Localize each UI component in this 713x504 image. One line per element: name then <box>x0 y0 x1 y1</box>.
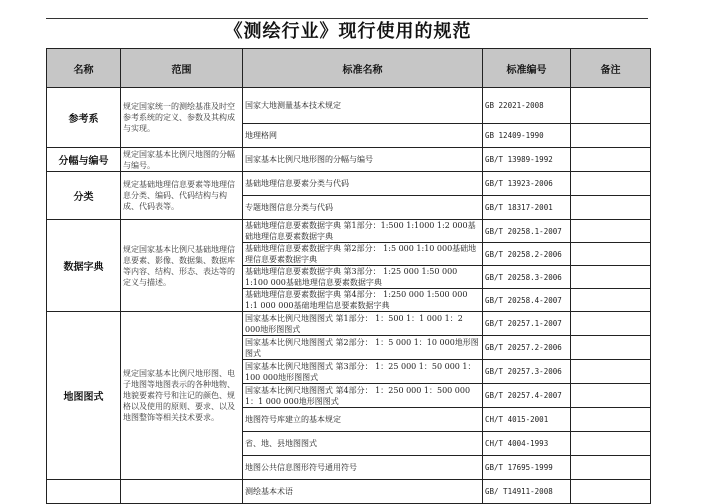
standard-code: GB/T 18317-2001 <box>483 196 571 220</box>
note-cell <box>571 88 651 124</box>
standard-code: GB/T 13923-2006 <box>483 172 571 196</box>
standard-name: 国家基本比例尺地图图式 第4部分： 1：250 000 1：500 000 1：1 000 000地形图图式 <box>243 384 483 408</box>
standards-table <box>46 48 651 504</box>
category-name: 参考系 <box>47 88 121 148</box>
standard-code: GB 12409-1990 <box>483 124 571 148</box>
standard-code: CH/T 4015-2001 <box>483 408 571 432</box>
standard-code: GB/T 20258.4-2007 <box>483 289 571 312</box>
standard-name: 专题地图信息分类与代码 <box>243 196 483 220</box>
standard-name: 国家基本比例尺地图图式 第2部分： 1：5 000 1：10 000地形图图式 <box>243 336 483 360</box>
note-cell <box>571 408 651 432</box>
standard-name: 国家基本比例尺地图图式 第3部分： 1：25 000 1：50 000 1：100 000地形图图式 <box>243 360 483 384</box>
note-cell <box>571 148 651 172</box>
note-cell <box>571 289 651 312</box>
table-row <box>47 312 651 336</box>
category-scope: 规定国家基本比例尺基础地理信息要素、影像、数据集、数据库等内容、结构、形态、表达等的定义与描述。 <box>121 220 243 312</box>
note-cell <box>571 336 651 360</box>
category-scope: 规定国家统一的测绘基准及时空参考系统的定义、参数及其构成与实现。 <box>121 88 243 148</box>
standard-name: 基础地理信息要素数据字典 第4部分： 1:250 000 1:500 000 1:1 000 000基础地理信息要素数据字典 <box>243 289 483 312</box>
standard-code: GB/T 20258.2-2006 <box>483 243 571 266</box>
note-cell <box>571 220 651 243</box>
note-cell <box>571 124 651 148</box>
standard-name: 测绘基本术语 <box>243 480 483 504</box>
standard-name: 国家基本比例尺地形图的分幅与编号 <box>243 148 483 172</box>
table-row <box>47 88 651 124</box>
standard-code: GB/T 13989-1992 <box>483 148 571 172</box>
standard-name: 地图公共信息图形符号通用符号 <box>243 456 483 480</box>
standard-code: GB/T 20257.3-2006 <box>483 360 571 384</box>
standard-code: GB/T 20257.2-2006 <box>483 336 571 360</box>
standard-name: 地理格网 <box>243 124 483 148</box>
table-body <box>47 88 651 504</box>
standard-name: 基础地理信息要素数据字典 第3部分： 1:25 000 1:50 000 1:100 000基础地理信息要素数据字典 <box>243 266 483 289</box>
table-header-row <box>47 49 651 88</box>
note-cell <box>571 266 651 289</box>
page-title: 《测绘行业》现行使用的规范 <box>224 21 472 42</box>
category-name: 分幅与编号 <box>47 148 121 172</box>
standard-code: GB/ T14911-2008 <box>483 480 571 504</box>
category-name: 地图图式 <box>47 312 121 480</box>
standard-name: 基础地理信息要素分类与代码 <box>243 172 483 196</box>
note-cell <box>571 243 651 266</box>
standard-name: 基础地理信息要素数据字典 第1部分：1:500 1:1000 1:2 000基础地理信息要素数据字典 <box>243 220 483 243</box>
standard-name: 基础地理信息要素数据字典 第2部分： 1:5 000 1:10 000基础地理信息要素数据字典 <box>243 243 483 266</box>
standard-code: GB/T 20257.4-2007 <box>483 384 571 408</box>
header-standard-code: 标准编号 <box>483 49 571 88</box>
note-cell <box>571 432 651 456</box>
top-rule <box>46 18 648 19</box>
standard-name: 国家大地测量基本技术规定 <box>243 88 483 124</box>
header-note: 备注 <box>571 49 651 88</box>
category-scope: 规定国家基本比例尺地形图、电子地图等地图表示的各种地物、地貌要素符号和注记的颜色、规格以及使用的原则、要求、以及地图整饰等相关技术要求。 <box>121 312 243 480</box>
note-cell <box>571 196 651 220</box>
table-row <box>47 172 651 196</box>
note-cell <box>571 456 651 480</box>
note-cell <box>571 312 651 336</box>
standard-code: GB/T 20258.3-2006 <box>483 266 571 289</box>
header-name: 名称 <box>47 49 121 88</box>
standard-code: CH/T 4004-1993 <box>483 432 571 456</box>
header-scope: 范围 <box>121 49 243 88</box>
header-standard-name: 标准名称 <box>243 49 483 88</box>
category-scope <box>121 480 243 504</box>
note-cell <box>571 480 651 504</box>
standard-name: 省、地、县地图图式 <box>243 432 483 456</box>
standard-code: GB/T 20258.1-2007 <box>483 220 571 243</box>
category-name: 分类 <box>47 172 121 220</box>
note-cell <box>571 360 651 384</box>
category-name: 数据字典 <box>47 220 121 312</box>
note-cell <box>571 384 651 408</box>
standard-code: GB/T 17695-1999 <box>483 456 571 480</box>
category-scope: 规定国家基本比例尺地图的分幅与编号。 <box>121 148 243 172</box>
category-name <box>47 480 121 504</box>
standard-name: 地图符号库建立的基本规定 <box>243 408 483 432</box>
standard-code: GB/T 20257.1-2007 <box>483 312 571 336</box>
standard-name: 国家基本比例尺地图图式 第1部分： 1：500 1：1 000 1：2 000地形图图式 <box>243 312 483 336</box>
table-row <box>47 148 651 172</box>
note-cell <box>571 172 651 196</box>
table-row <box>47 220 651 243</box>
category-scope: 规定基础地理信息要素等地理信息分类、编码、代码结构与构成、代码表等。 <box>121 172 243 220</box>
standard-code: GB 22021-2008 <box>483 88 571 124</box>
table-row <box>47 480 651 504</box>
